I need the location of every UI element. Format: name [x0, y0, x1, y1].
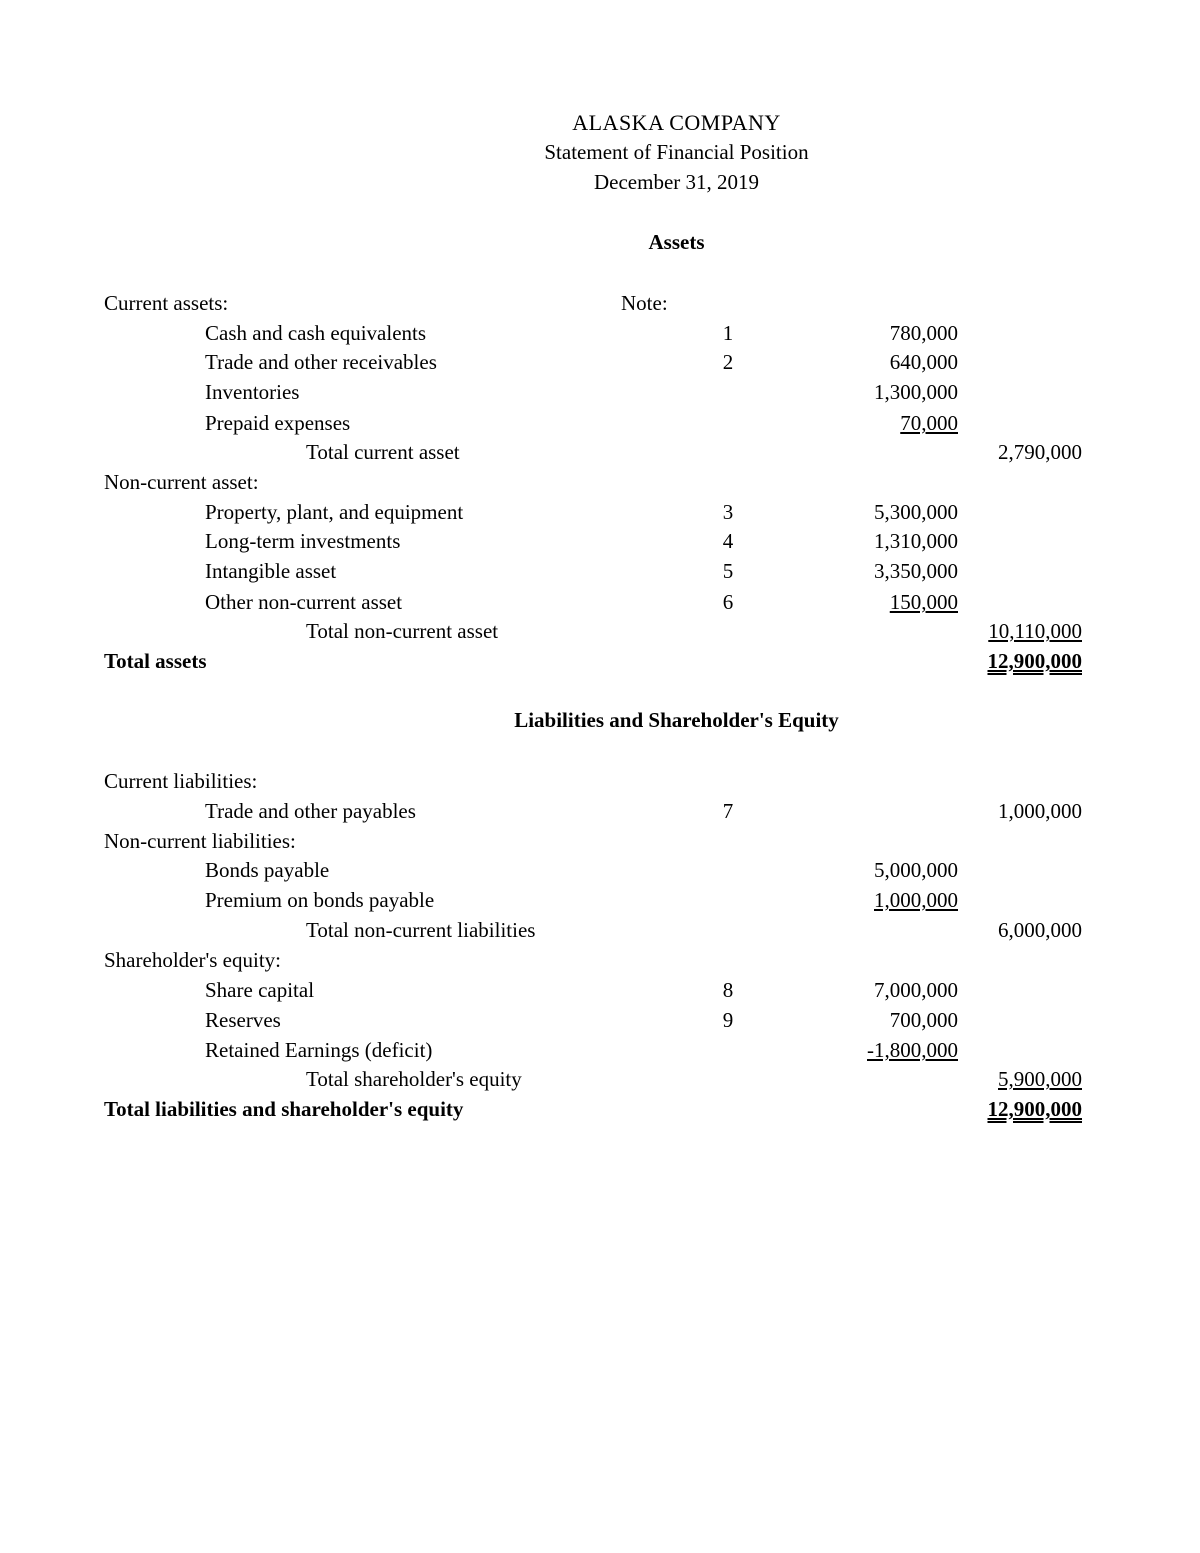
statement-title: Statement of Financial Position	[544, 140, 809, 164]
noncurrent-assets-label: Non-current asset:	[104, 470, 259, 494]
table-row	[0, 977, 1200, 1007]
total-noncurrent-assets-amount: 10,110,000	[988, 619, 1082, 643]
equity-label: Shareholder's equity:	[104, 948, 281, 972]
line-item-note: 3	[722, 500, 734, 524]
subtotal-row	[0, 618, 1200, 648]
line-item-amount: 3,350,000	[874, 559, 958, 583]
company-name: ALASKA COMPANY	[572, 110, 781, 135]
line-item-note: 9	[722, 1008, 734, 1032]
line-item-amount: 1,300,000	[874, 380, 958, 404]
line-item-amount: 5,000,000	[874, 858, 958, 882]
line-item-note: 4	[722, 529, 734, 553]
subtotal-row	[0, 439, 1200, 469]
total-current-assets-amount: 2,790,000	[998, 440, 1082, 464]
line-item-note: 6	[722, 590, 734, 614]
line-item-label: Intangible asset	[205, 559, 337, 583]
assets-section-title: Assets	[648, 230, 705, 254]
line-item-label: Reserves	[205, 1008, 281, 1032]
table-row	[0, 589, 1200, 619]
line-item-note: 7	[722, 799, 734, 823]
statement-date: December 31, 2019	[593, 170, 760, 194]
table-row	[0, 379, 1200, 409]
line-item-amount: 1,000,000	[998, 799, 1082, 823]
table-row	[0, 887, 1200, 917]
current-liabilities-label: Current liabilities:	[104, 769, 258, 793]
total-equity-label: Total shareholder's equity	[306, 1067, 522, 1091]
current-assets-heading-row	[0, 290, 1200, 320]
liabilities-section-title: Liabilities and Shareholder's Equity	[514, 708, 839, 732]
line-item-label: Premium on bonds payable	[205, 888, 435, 912]
line-item-label: Trade and other receivables	[205, 350, 437, 374]
line-item-note: 8	[722, 978, 734, 1002]
current-assets-label: Current assets:	[104, 291, 229, 315]
total-equity-amount: 5,900,000	[998, 1067, 1082, 1091]
subtotal-row	[0, 1066, 1200, 1096]
noncurrent-liabilities-heading-row	[0, 828, 1200, 858]
table-row	[0, 499, 1200, 529]
line-item-label: Bonds payable	[205, 858, 330, 882]
line-item-amount: 640,000	[889, 350, 958, 374]
grand-total-row	[0, 1096, 1200, 1126]
table-row	[0, 1007, 1200, 1037]
line-item-amount: -1,800,000	[867, 1038, 958, 1062]
total-current-assets-label: Total current asset	[306, 440, 460, 464]
noncurrent-assets-heading-row	[0, 469, 1200, 499]
note-column-header: Note:	[621, 291, 668, 315]
line-item-amount: 70,000	[900, 411, 958, 435]
line-item-amount: 1,000,000	[874, 888, 958, 912]
table-row	[0, 320, 1200, 350]
table-row	[0, 1037, 1200, 1067]
line-item-amount: 7,000,000	[874, 978, 958, 1002]
line-item-note: 5	[722, 559, 734, 583]
line-item-label: Trade and other payables	[205, 799, 416, 823]
line-item-label: Long-term investments	[205, 529, 401, 553]
total-assets-amount: 12,900,000	[987, 649, 1082, 673]
line-item-amount: 780,000	[889, 321, 958, 345]
table-row	[0, 349, 1200, 379]
line-item-amount: 1,310,000	[874, 529, 958, 553]
total-noncurrent-liabilities-label: Total non-current liabilities	[306, 918, 536, 942]
total-assets-label: Total assets	[104, 649, 207, 673]
line-item-note: 2	[722, 350, 734, 374]
subtotal-row	[0, 917, 1200, 947]
line-item-label: Other non-current asset	[205, 590, 403, 614]
line-item-label: Cash and cash equivalents	[205, 321, 427, 345]
table-row	[0, 528, 1200, 558]
line-item-note: 1	[722, 321, 734, 345]
total-noncurrent-liabilities-amount: 6,000,000	[998, 918, 1082, 942]
current-liabilities-heading-row	[0, 768, 1200, 798]
line-item-label: Prepaid expenses	[205, 411, 351, 435]
total-liabilities-equity-label: Total liabilities and shareholder's equity	[104, 1097, 464, 1121]
table-row	[0, 410, 1200, 440]
noncurrent-liabilities-label: Non-current liabilities:	[104, 829, 296, 853]
line-item-label: Property, plant, and equipment	[205, 500, 464, 524]
line-item-label: Retained Earnings (deficit)	[205, 1038, 433, 1062]
table-row	[0, 558, 1200, 588]
grand-total-row	[0, 648, 1200, 678]
table-row	[0, 798, 1200, 828]
line-item-label: Inventories	[205, 380, 300, 404]
line-item-amount: 150,000	[889, 590, 958, 614]
total-noncurrent-assets-label: Total non-current asset	[306, 619, 499, 643]
line-item-amount: 5,300,000	[874, 500, 958, 524]
line-item-label: Share capital	[205, 978, 315, 1002]
line-item-amount: 700,000	[889, 1008, 958, 1032]
total-liabilities-equity-amount: 12,900,000	[987, 1097, 1082, 1121]
table-row	[0, 857, 1200, 887]
equity-heading-row	[0, 947, 1200, 977]
